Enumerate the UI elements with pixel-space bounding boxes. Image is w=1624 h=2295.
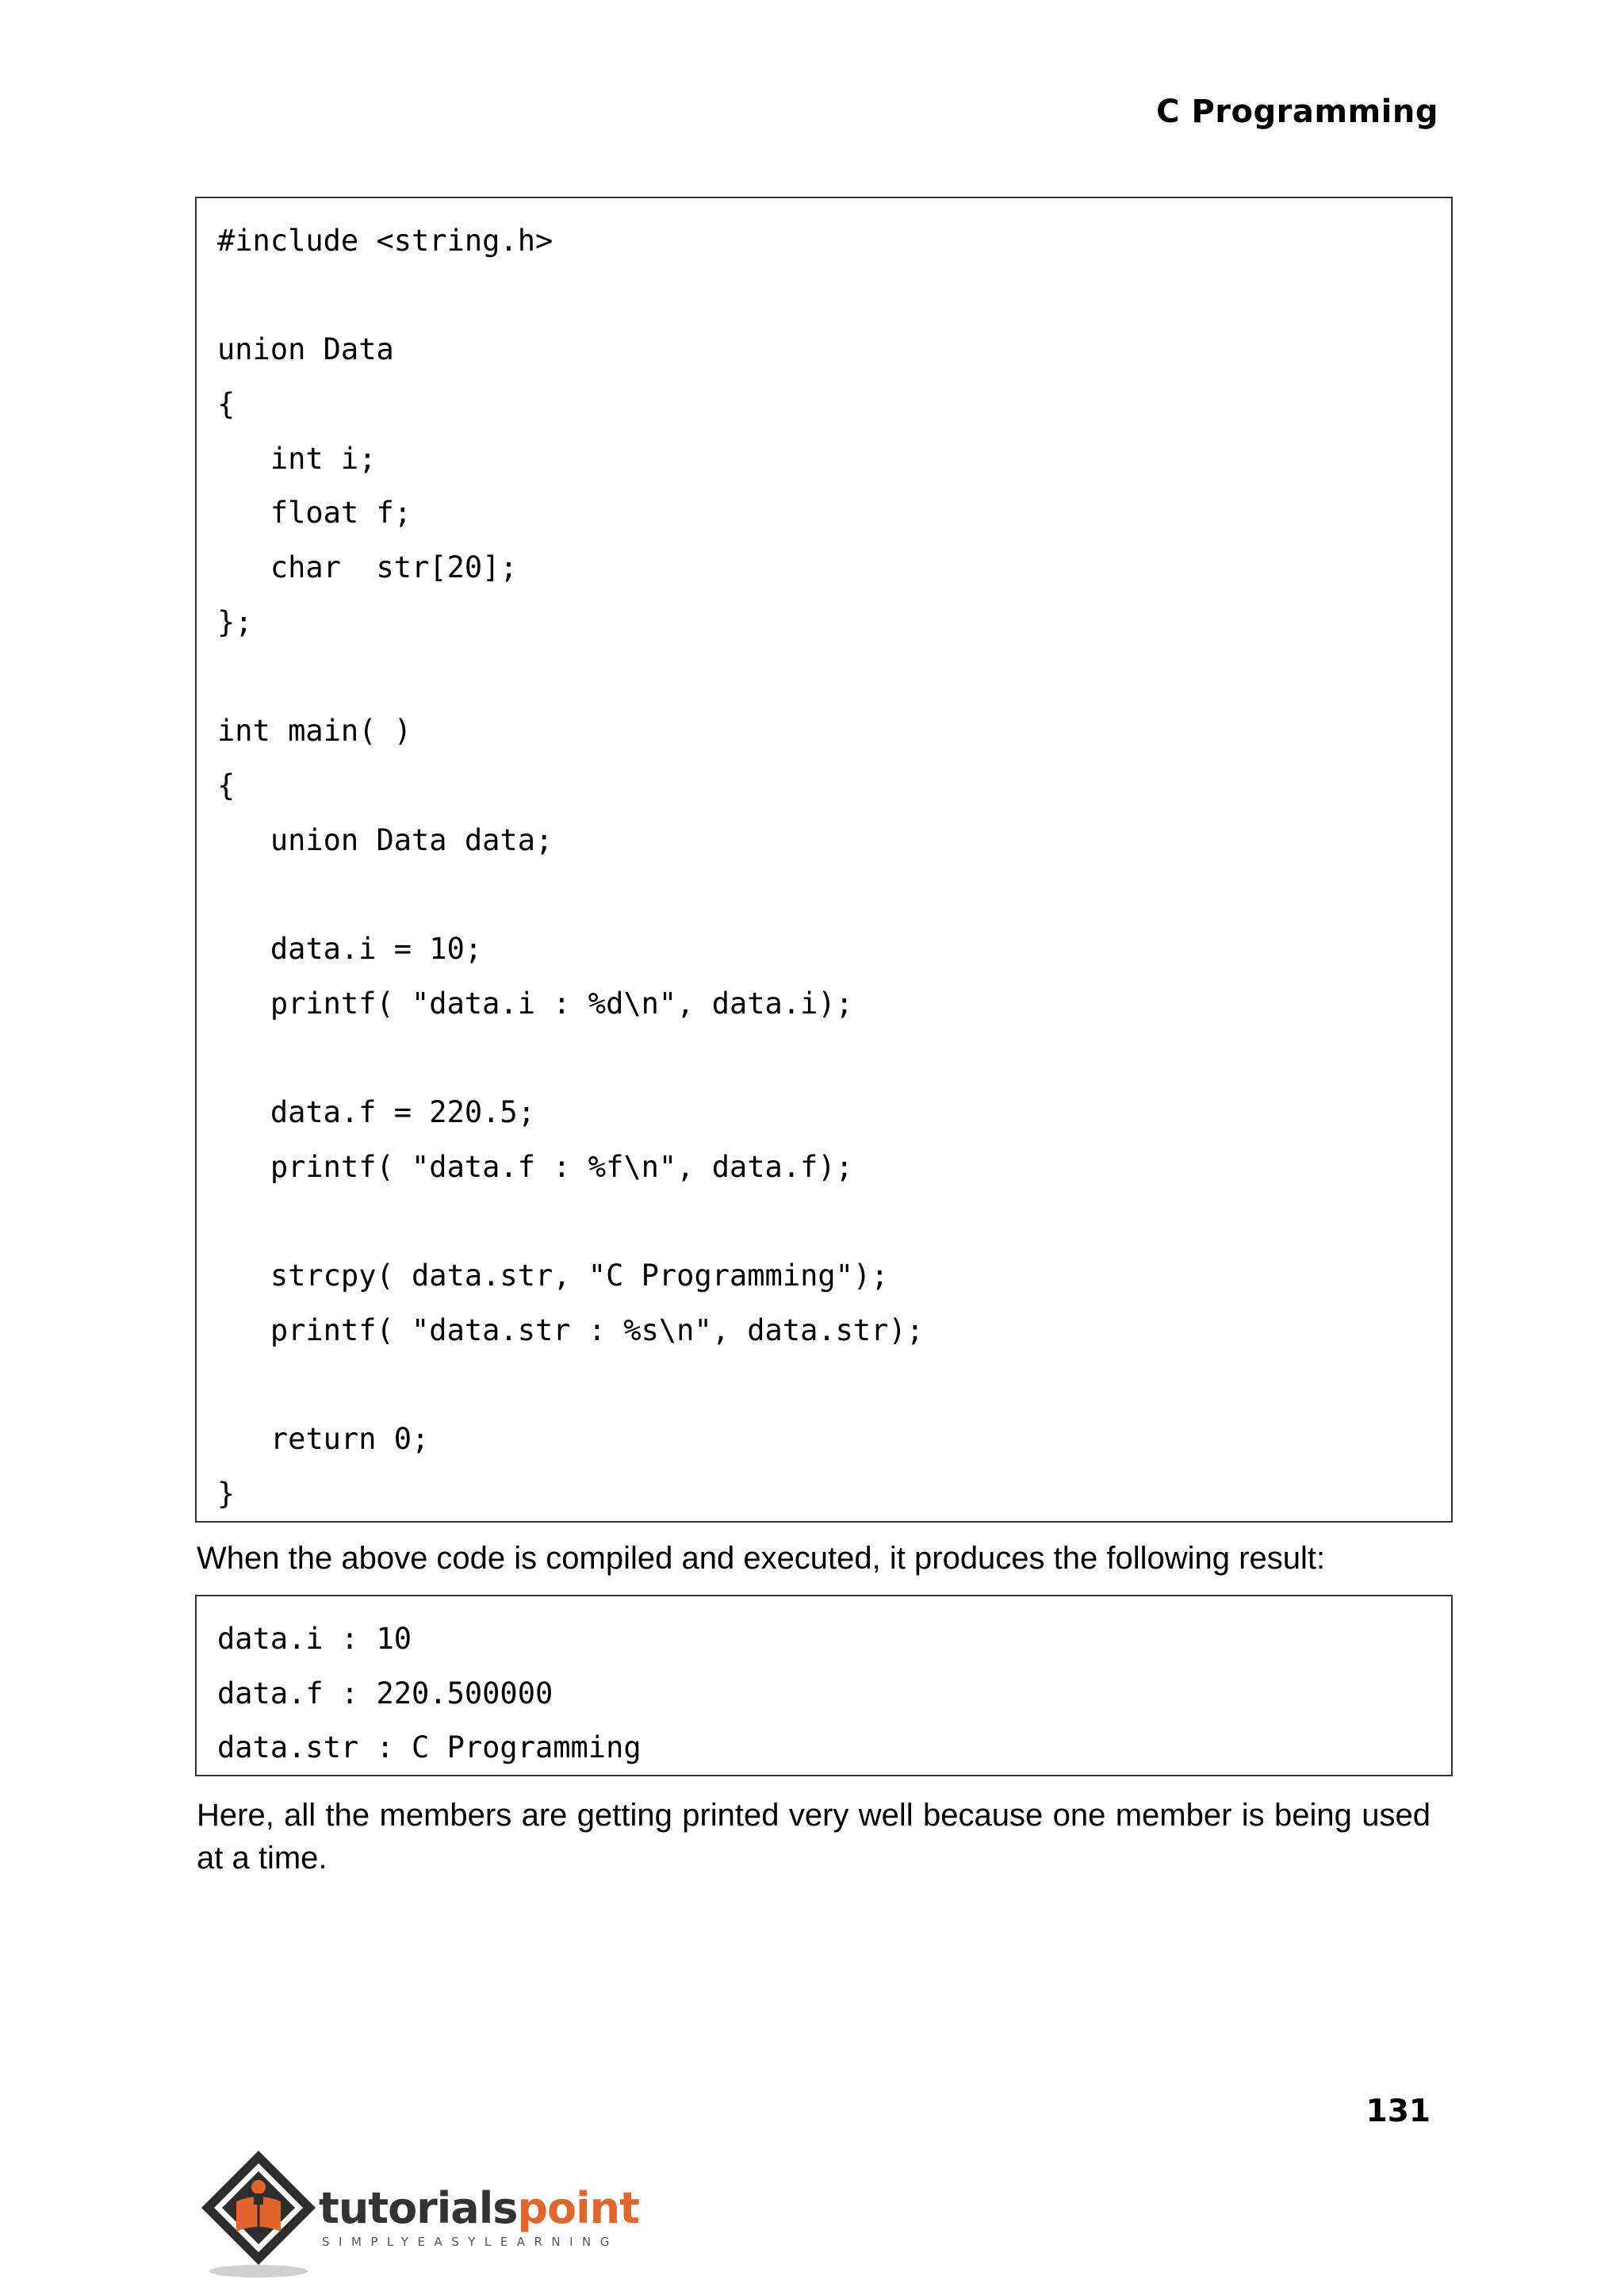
code-line: }; <box>217 604 253 639</box>
code-line <box>217 650 1451 705</box>
code-line: return 0; <box>217 1422 430 1457</box>
code-line: char str[20]; <box>217 550 518 585</box>
tutorialspoint-logo <box>195 2146 639 2281</box>
code-line: float f; <box>217 496 412 531</box>
code-line: union Data data; <box>217 822 553 857</box>
code-line: data.f = 220.5; <box>217 1095 535 1129</box>
code-line: data.i = 10; <box>217 931 483 966</box>
code-line <box>217 1358 1451 1412</box>
code-line: { <box>217 387 236 422</box>
code-line: } <box>217 1476 236 1511</box>
intro-paragraph: When the above code is compiled and executed, it produces the following result: <box>197 1541 1326 1576</box>
code-line: printf( "data.i : %d\n", data.i); <box>217 986 853 1021</box>
page-number: 131 <box>1365 2094 1431 2129</box>
logo-wordmark <box>319 2183 639 2233</box>
code-line <box>217 269 1451 324</box>
conclusion-paragraph: Here, all the members are getting printed very well because one member is being used at a time. <box>197 1798 1431 1875</box>
code-line: printf( "data.f : %f\n", data.f); <box>217 1149 853 1184</box>
code-block-source <box>195 197 1453 1523</box>
code-line <box>217 1031 1451 1086</box>
code-line: strcpy( data.str, "C Programming"); <box>217 1259 889 1293</box>
output-line: data.str : C Programming <box>217 1730 642 1764</box>
code-line <box>217 1194 1451 1249</box>
output-line: data.i : 10 <box>217 1622 412 1656</box>
code-line: int main( ) <box>217 714 412 749</box>
logo-diamond-icon <box>195 2146 322 2281</box>
code-line: #include <string.h> <box>217 224 553 258</box>
code-line: union Data <box>217 332 394 367</box>
code-line: printf( "data.str : %s\n", data.str); <box>217 1312 925 1347</box>
code-block-output <box>195 1595 1453 1776</box>
logo-tagline: SIMPLYEASYLEARNING <box>322 2235 619 2249</box>
logo-word-point: point <box>517 2183 639 2233</box>
output-line: data.f : 220.500000 <box>217 1676 553 1711</box>
code-line: { <box>217 768 236 803</box>
code-line <box>217 868 1451 922</box>
code-line: int i; <box>217 441 377 476</box>
logo-word-tutorials: tutorials <box>319 2183 518 2233</box>
running-header: C Programming <box>1156 94 1438 130</box>
